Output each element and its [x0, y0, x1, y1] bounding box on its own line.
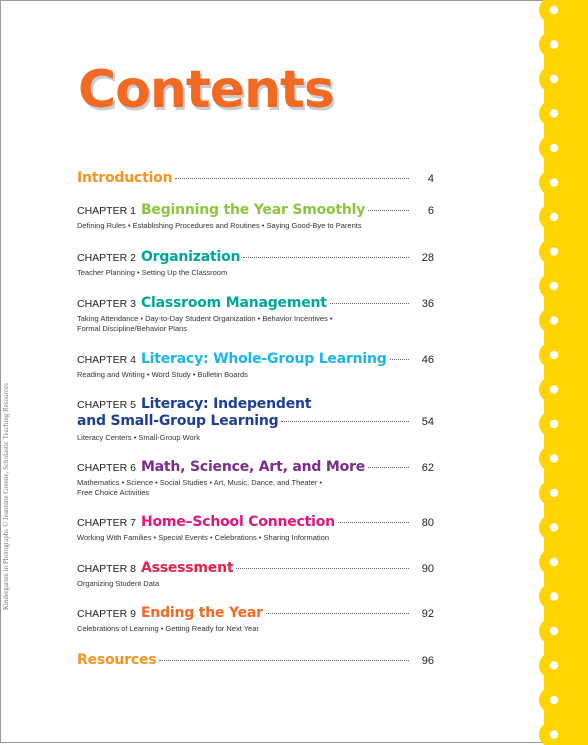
scallop-dot [550, 454, 558, 462]
dot-leader [236, 568, 409, 569]
page-number: 96 [421, 655, 434, 667]
dot-leader [159, 660, 409, 661]
scallop-dot [550, 6, 558, 14]
chapter-subtopics: Defining Rules • Establishing Procedures and Routines • Saying Good-Bye to Parents [77, 221, 362, 230]
scallop-dot [550, 178, 558, 186]
scallop-dot [550, 385, 558, 393]
dot-leader [243, 257, 409, 258]
chapter-title[interactable]: Literacy: Whole-Group Learning [140, 351, 387, 367]
toc-entry-resources[interactable] [77, 652, 434, 668]
scallop-dot [550, 489, 558, 497]
scallop-dot [550, 351, 558, 359]
chapter-title[interactable]: Math, Science, Art, and More [140, 459, 366, 475]
chapter-title[interactable]: Ending the Year [140, 605, 263, 621]
subtopics-line: Formal Discipline/Behavior Plans [77, 324, 188, 333]
chapter-title-continued[interactable]: and Small-Group Learning [77, 413, 279, 429]
copyright-credit: Kindergarten in Photographs © Jeannine Greene, Scholastic Teaching Resources [3, 382, 10, 610]
scalloped-yellow-border [530, 0, 588, 745]
page-number: 92 [421, 608, 434, 620]
resources-title[interactable]: Resources [77, 652, 157, 668]
dot-leader [266, 613, 409, 614]
chapter-subtopics: Literacy Centers • Small-Group Work [77, 433, 200, 442]
scallop-dot [550, 144, 558, 152]
chapter-subtopics: Celebrations of Learning • Getting Ready for Next Year [77, 624, 259, 633]
chapter-number: CHAPTER 5 [77, 399, 136, 411]
toc-entry-chapter-2[interactable] [77, 249, 434, 278]
scallop-dot [550, 75, 558, 83]
toc-entry-chapter-9[interactable] [77, 605, 434, 634]
chapter-number: CHAPTER 2 [77, 252, 136, 264]
dot-leader [338, 522, 409, 523]
chapter-number: CHAPTER 3 [77, 298, 136, 310]
chapter-number: CHAPTER 9 [77, 608, 136, 620]
scallop-dot [550, 213, 558, 221]
toc-entry-chapter-4[interactable] [77, 351, 434, 380]
dot-leader [175, 178, 409, 179]
chapter-subtopics: Working With Families • Special Events • Celebrations • Sharing Information [77, 533, 330, 542]
page-number: 36 [421, 298, 434, 310]
chapter-number: CHAPTER 4 [77, 354, 136, 366]
page-number: 54 [421, 416, 434, 428]
scallop-dot [550, 592, 558, 600]
toc-entry-chapter-7[interactable] [77, 514, 434, 543]
scallop-dot [550, 661, 558, 669]
chapter-number: CHAPTER 1 [77, 205, 136, 217]
dot-leader [390, 359, 409, 360]
chapter-subtopics: Organizing Student Data [77, 579, 160, 588]
page-number: 90 [421, 563, 434, 575]
chapter-subtopics [77, 478, 434, 498]
page-number: 46 [421, 354, 434, 366]
scallop-dot [550, 247, 558, 255]
subtopics-line: Taking Attendance • Day-to-Day Student Organization • Behavior Incentives • [77, 314, 333, 323]
toc-entry-chapter-8[interactable] [77, 560, 434, 589]
dot-leader [368, 210, 409, 211]
chapter-subtopics [77, 314, 434, 334]
scallop-dot [550, 696, 558, 704]
scallop-dot [550, 316, 558, 324]
toc-entry-chapter-5[interactable] [77, 396, 434, 443]
chapter-number: CHAPTER 6 [77, 462, 136, 474]
chapter-title[interactable]: Classroom Management [140, 295, 327, 311]
page-number: 62 [421, 462, 434, 474]
chapter-subtopics: Teacher Planning • Setting Up the Classroom [77, 268, 228, 277]
dot-leader [368, 467, 409, 468]
dot-leader [281, 421, 409, 422]
toc-entry-introduction[interactable] [77, 170, 434, 186]
scallop-dot [550, 730, 558, 738]
scallop-dot [550, 109, 558, 117]
toc-entry-chapter-6[interactable] [77, 459, 434, 498]
page-number: 4 [427, 173, 434, 185]
chapter-subtopics: Reading and Writing • Word Study • Bulletin Boards [77, 370, 248, 379]
page-number: 80 [421, 517, 434, 529]
chapter-number: CHAPTER 8 [77, 563, 136, 575]
chapter-title[interactable]: Assessment [140, 560, 234, 576]
scallop-dot [550, 420, 558, 428]
scallop-dot [550, 627, 558, 635]
dot-leader [330, 303, 409, 304]
chapter-title[interactable]: Home–School Connection [140, 514, 335, 530]
scallop-dot [550, 282, 558, 290]
scallop-dot [550, 523, 558, 531]
page-number: 28 [421, 252, 434, 264]
introduction-title[interactable]: Introduction [77, 170, 173, 186]
page-title: Contents [78, 60, 334, 120]
subtopics-line: Free Choice Activities [77, 488, 150, 497]
chapter-title[interactable]: Organization [140, 249, 241, 265]
toc-entry-chapter-1[interactable] [77, 202, 434, 231]
chapter-title[interactable]: Beginning the Year Smoothly [140, 202, 366, 218]
scallop-dot [550, 40, 558, 48]
chapter-title[interactable]: Literacy: Independent [140, 396, 312, 412]
subtopics-line: Mathematics • Science • Social Studies • Art, Music, Dance, and Theater • [77, 478, 323, 487]
page-number: 6 [427, 205, 434, 217]
toc-entry-chapter-3[interactable] [77, 295, 434, 334]
chapter-number: CHAPTER 7 [77, 517, 136, 529]
scallop-dot [550, 558, 558, 566]
